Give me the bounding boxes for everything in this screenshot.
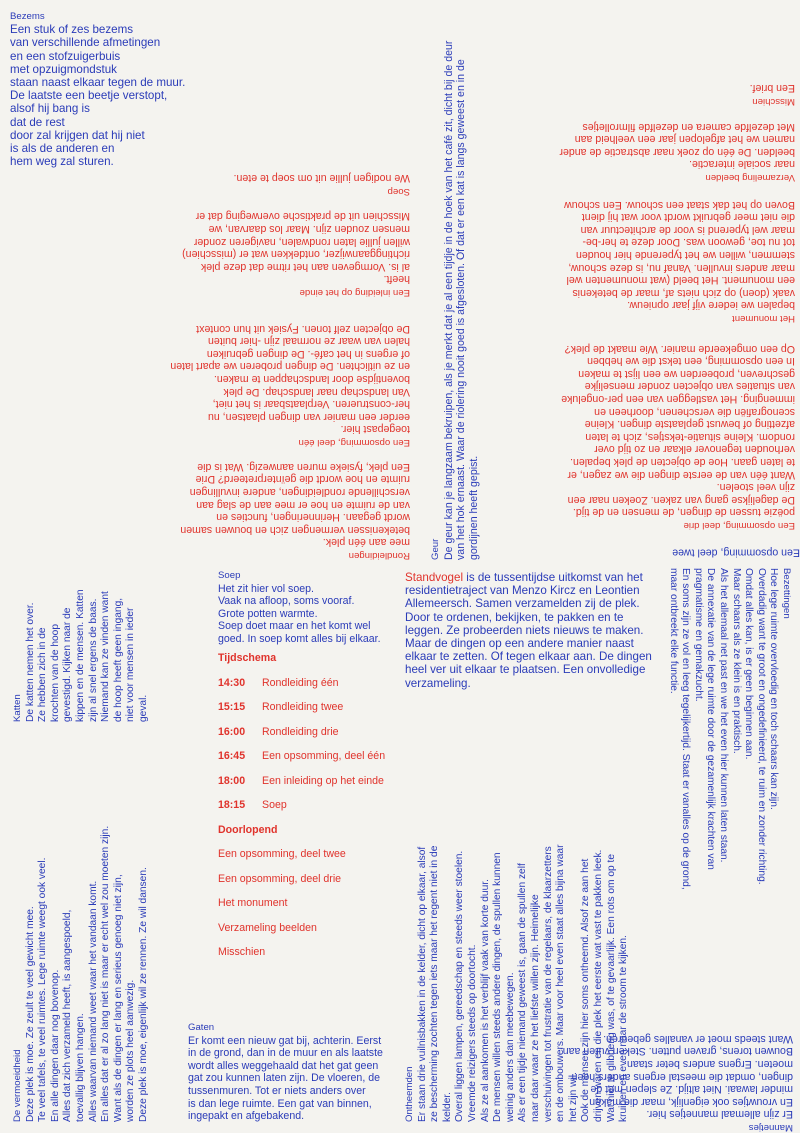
text-line: geval. <box>137 694 149 722</box>
text-line: De geur kan je langzaam bekruipen, als je merkt dat je al een tijdje in de hoek van het café zit, dicht bij de deur <box>442 40 455 560</box>
text-line: pragmatisme en gemakzucht. <box>692 568 704 702</box>
misschien-block <box>695 82 795 107</box>
text-line: De mensen willen steeds andere dingen, de spullen kunnen <box>492 852 504 1122</box>
text-line: Overal liggen lampen, gereedschap en steeds weer stoelen. <box>454 850 466 1122</box>
vermoeidheid-text <box>25 826 151 1122</box>
schedule-time: 18:00 <box>218 774 246 787</box>
verzameling-block <box>555 120 795 183</box>
opsomming-een-text <box>170 322 410 436</box>
text-line: bepalen we iedere vijf jaar opnieuw. <box>627 299 795 312</box>
text-line: te laten gaan. Hoe de objecten de plek bepalen. <box>570 455 795 468</box>
text-line: het zijn wil. <box>567 1072 579 1122</box>
text-line: heel ver uit elkaar te plaatsen. Een onvolledige <box>405 663 646 677</box>
text-line: en ze uitlichten. De dingen proberen we apart laten <box>170 360 410 373</box>
text-line: Vaak na afloop, soms vooraf. <box>218 595 355 608</box>
text-line: Een brief. <box>749 82 795 95</box>
text-line: niet voor mensen in ieder <box>125 607 137 722</box>
bezettingen-text <box>666 568 779 890</box>
schedule-row <box>218 726 398 751</box>
schedule-item: Soep <box>262 799 287 811</box>
ongoing-item: Verzameling beelden <box>218 921 317 934</box>
ongoing-item: Een opsomming, deel twee <box>218 848 346 860</box>
geur-text <box>443 41 481 560</box>
text-line: mee aan één plek. <box>322 536 410 549</box>
schedule-row <box>218 775 398 800</box>
soep-text <box>218 583 381 646</box>
text-line: gat zou kunnen laten zijn. De vloeren, de <box>188 1072 380 1085</box>
text-line: tussenmuren. Tot er niets anders over <box>188 1084 366 1097</box>
text-line: worden ze plots heel aanwezig. <box>125 979 137 1122</box>
soep-block <box>218 570 381 646</box>
text-line: scenografiën die verschenen, doorheen en <box>594 405 795 418</box>
text-line: En vrouwtjes ook eigenlijk, maar die maken <box>589 1095 793 1108</box>
text-line: Te veel tafels, te veel ruimtes. Lege ruimte weegt ook veel. <box>37 857 49 1122</box>
text-line: halen van waar ze normaal zijn -hier buiten <box>208 335 410 348</box>
text-line: van het hok ernaast. Waar de riolering nooit goed is afgesloten. Of dat er een kat is langs geweest en in de <box>455 59 468 560</box>
text-line: dat de rest <box>10 115 65 129</box>
geur-label: Geur <box>430 538 441 560</box>
mannetjes-block <box>545 1032 793 1133</box>
text-line: Er staan drie vuilnisbakken in de kelder, dicht op elkaar, alsof <box>416 846 428 1122</box>
inleiding-label: Een inleiding op het einde <box>299 287 410 299</box>
schedule-rows <box>218 677 398 824</box>
text-line: In een opsomming, een tekst die we hebben <box>587 355 795 368</box>
text-line: maar wel typerend is voor de architectuur van <box>580 223 795 236</box>
standvogel-first-line: is de tussentijdse uitkomst van het <box>463 571 643 584</box>
monument-text <box>555 198 795 311</box>
text-line: tot nu toe, gewoon was. Door deze te her-be- <box>582 236 795 249</box>
katten-label: Katten <box>12 694 23 722</box>
text-line: immenging. Het vastleggen van een per-ongeluke <box>561 392 795 405</box>
text-line: verhouden tegenover elkaar en zo tijd over <box>594 443 795 456</box>
text-line: van situaties van objecten zonder menselijke <box>584 380 795 393</box>
standvogel-title: Standvogel <box>405 571 464 584</box>
ontheemden-label: Ontheemden <box>404 1066 415 1122</box>
text-line: Alles dat zich verzameld heeft, is aangespoeld, <box>62 909 74 1122</box>
text-line: stemmen, willen we het typerende hier houden <box>575 248 795 261</box>
text-line: Ze hebben zich in de <box>37 627 49 722</box>
text-line: En alles dat er al zo lang niet is maar er echt wel zou moeten zijn. <box>100 825 112 1122</box>
schedule-time: 15:15 <box>218 701 246 713</box>
schedule-title: Tijdschema <box>218 652 277 664</box>
ongoing-item: Het monument <box>218 897 288 909</box>
text-line: mensen zouden zijn. Maar los daarvan, we <box>208 223 410 236</box>
text-line: eerder een manier van dingen plaatsen, nu <box>207 410 410 423</box>
text-line: Maar schaars als ze klein is en praktisch. <box>730 568 742 754</box>
text-line: naar daar waar ze het liefste willen zijn. Heimelijke <box>529 894 541 1122</box>
text-line: Hoe lege ruimte overvloedig en toch schaars kan zijn. <box>768 568 780 810</box>
text-line: en de ombouwers. Maar voor heel even staat alles bijna waar <box>555 844 567 1122</box>
verzameling-text <box>555 120 795 170</box>
text-line: Bouwen torens, graven putten. Steken vuren aan. <box>559 1045 793 1058</box>
text-line: De annexatie van de lege ruimte door de gezamenlijk krachten van <box>705 568 717 870</box>
text-line: Als ze al aankomen is het verblijf vaak van korte duur. <box>479 879 491 1122</box>
text-line: Want als de dingen er lang en serieus genoeg niet zijn, <box>112 874 124 1122</box>
text-line: geschreven, probeerden we een lijst te maken <box>578 367 795 380</box>
text-line: drijven waren en die plek het eerste wat vast te pakken leek. <box>592 849 604 1122</box>
text-line: Maar de dingen op een andere manier naast <box>405 637 634 651</box>
text-line: of ergens in het café-. De dingen gebruiken <box>206 347 410 360</box>
schedule-row <box>218 799 398 824</box>
standvogel-block <box>405 571 652 690</box>
schedule-row <box>218 750 398 775</box>
standvogel-text <box>405 584 652 690</box>
text-line: toevallig blijven hangen. <box>74 1013 86 1122</box>
text-line: is als de anderen en <box>10 142 115 156</box>
text-line: kruipen en even naar de stroom te kijken. <box>618 935 630 1122</box>
text-line: Op een omgekeerde manier. Wie maakt de plek? <box>564 342 795 355</box>
text-line: in de grond, dan in de muur en als laatste <box>188 1047 383 1060</box>
inleiding-block <box>182 210 410 299</box>
monument-label: Het monument <box>732 312 795 324</box>
text-line: al is. Vormgeven aan het ritme dat deze plek <box>200 260 410 273</box>
text-line: die niet meer gebruikt wordt voor wat hij dient <box>581 211 795 224</box>
ongoing-item: Een opsomming, deel drie <box>218 872 342 885</box>
text-line: Vreemde reizigers steeds op doortocht. <box>466 944 478 1122</box>
text-line: en een stofzuigerbuis <box>10 49 121 63</box>
text-line: elkaar te zetten. Of tegen elkaar aan. De dingen <box>405 650 652 664</box>
text-line: Een stuk of zes bezems <box>10 23 134 37</box>
text-line: ze bescherming zochten tegen iets maar het regent niet in de <box>429 845 441 1122</box>
text-line: poëzie tussen de dingen, de mensen en de tijd. <box>572 506 795 519</box>
text-line: ruimte en hoe wordt die geïnterpreteerd? Drie <box>195 473 410 486</box>
text-line: ingepakt en afgebakend. <box>188 1110 305 1123</box>
gaten-label: Gaten <box>188 1022 215 1033</box>
text-line: De objecten zelf tonen. Fysiek uit hun context <box>196 322 410 335</box>
text-line: staan naast elkaar tegen de muur. <box>10 76 186 90</box>
text-line: De laatste een beetje verstopt, <box>10 89 168 103</box>
text-line: Boven op het dak staat een schouw. Een schouw <box>564 198 795 211</box>
schedule-item: Een inleiding op het einde <box>262 774 384 787</box>
rondleidingen-text <box>180 460 410 549</box>
text-line: Grote potten warmte. <box>218 607 318 620</box>
text-line: verzameling. <box>405 676 471 690</box>
text-line: met opzuigmondstuk <box>10 62 117 76</box>
text-line: Er komt een nieuw gat bij, achterin. Eerst <box>188 1034 382 1047</box>
bezettingen-block <box>666 568 792 890</box>
katten-block <box>12 589 151 722</box>
text-line: Deze plek is moe, eigenlijk wil ze rennen. Ze wil dansen. <box>137 867 149 1122</box>
text-line: richtinggaanwijzer, ontdekken wat er (misschien) <box>182 248 410 261</box>
text-line: goed. In soep komt alles bij elkaar. <box>218 632 381 645</box>
text-line: Als er een tijdje niemand geweest is, gaan de spullen zelf <box>517 863 529 1122</box>
schedule-item: Een opsomming, deel één <box>262 750 386 762</box>
schedule-item: Rondleiding één <box>262 676 339 689</box>
soep-top-text <box>200 172 410 185</box>
text-line: En soms zijn ze vol en leeg tegelijkertijd. Staat er vanalles op de grond, <box>680 568 692 890</box>
text-line: gevestigd. Kijken naar de <box>62 607 74 722</box>
text-line: vaak (doen) op zich niets af, maar de betekenis <box>572 286 795 299</box>
text-line: Het zit hier vol soep. <box>218 582 314 595</box>
text-line: kippen en de mensen. Katten <box>74 589 86 722</box>
text-line: Wat niet te glibberig was, of te gevaarlijk. Een rots om op te <box>605 853 617 1122</box>
ongoing-title: Doorlopend <box>218 823 278 836</box>
text-line: betekenissen vermengen zich en bouwen samen <box>180 523 410 536</box>
text-line: door zal krijgen dat hij niet <box>10 128 145 142</box>
text-line: afzetting of bewust geplaatste dingen. Kleine <box>584 418 795 431</box>
verzameling-label: Verzameling beelden <box>705 171 795 183</box>
text-line: Allemeersch. Samen verzamelden zij de plek. <box>405 597 640 611</box>
opsomming-een-block <box>170 322 410 448</box>
opsomming-drie-block <box>555 342 795 531</box>
text-line: Ook de mensen zijn hier soms ontheemd. Alsof ze aan het <box>580 858 592 1122</box>
soep-label: Soep <box>218 570 241 581</box>
text-line: verschuivingen tot frustratie van de regelaars, de klaarzetters <box>542 846 554 1122</box>
text-line: Want één van de eerste dingen die we zagen, er <box>567 468 795 481</box>
text-line: Deze plek is moe. Ze zeult te veel gewicht mee. <box>24 906 36 1122</box>
schedule-time: 16:00 <box>218 725 246 738</box>
text-line: En alle dingen daar nog bovenop. <box>49 969 61 1122</box>
schedule-row <box>218 701 398 726</box>
text-line: alsof hij bang is <box>10 102 90 116</box>
opsomming-een-label: Een opsomming, deel één <box>298 436 410 448</box>
ongoing-list <box>218 848 398 971</box>
schedule <box>218 652 398 971</box>
text-line: Door te ordenen, bekijken, te pakken en te <box>405 610 624 624</box>
opsomming-twee-label: Een opsomming, deel twee <box>672 546 800 559</box>
text-line: Een plek, fysieke muren aanwezig. Wat is die <box>197 460 410 473</box>
text-line: Omdat alles kan, is er geen beginnen aan. <box>743 568 755 760</box>
bezems-block <box>10 10 185 168</box>
text-line: toegepast hier. <box>340 423 410 436</box>
text-line: is dan lege ruimte. Een gat van binnen, <box>188 1097 372 1110</box>
katten-text <box>25 589 151 722</box>
text-line: Misschien uit de praktische overweging dat er <box>195 210 410 223</box>
text-line: de hoop heeft geen ingang, <box>112 597 124 722</box>
text-line: weinig anders dan meebewegen. <box>504 972 516 1122</box>
schedule-item: Rondleiding drie <box>262 725 339 738</box>
geur-block <box>430 41 480 560</box>
text-line: leggen. Ze probeerden niets nieuws te maken. <box>405 623 644 637</box>
schedule-time: 18:15 <box>218 799 246 811</box>
schedule-time: 16:45 <box>218 750 246 762</box>
text-line: maar anders invullen. Vanaf nu, is deze schouw, <box>568 261 795 274</box>
text-line: heeft. <box>383 273 410 286</box>
ongoing-item: Misschien <box>218 946 266 958</box>
text-line: een monument. Het beeld (wat monumenten wel <box>566 274 795 287</box>
text-line: verschillende rondleidingen, andere invullingen <box>189 485 410 498</box>
gaten-block <box>188 1022 383 1123</box>
schedule-row <box>218 677 398 702</box>
text-line: Overdadig want te groot en ongedefinieerd, te ruim en zonder richting. <box>755 568 767 885</box>
text-line: rondom. Kleine situatie-tekstjes, zich te laten <box>585 430 795 443</box>
inleiding-text <box>182 210 410 286</box>
opsomming-drie-label: Een opsomming, deel drie <box>683 519 795 531</box>
text-line: Van landschap naar landschap. De plek <box>223 385 410 398</box>
text-line: gordijnen heeft gepist. <box>467 455 480 560</box>
text-line: zijn al snel ergens de baas. <box>87 598 99 722</box>
text-line: minder lawaai. Niet altijd. Ze slepen met de <box>590 1082 793 1095</box>
text-line: boventijdse door landschappen te maken. <box>213 372 410 385</box>
text-line: hem weg zal sturen. <box>10 155 114 169</box>
text-line: Want steeds moet er vanalles gebeuren. <box>603 1032 793 1045</box>
rondleidingen-label: Rondleidingen <box>348 549 410 561</box>
gaten-text <box>188 1035 383 1123</box>
misschien-label: Misschien <box>752 96 795 108</box>
text-line: wordt gegaan. Herinneringen, functies en <box>216 510 410 523</box>
text-line: van de ruimte en hoe er mee aan de slag aan <box>196 498 410 511</box>
text-line: Er zijn allemaal mannetjes hier. <box>646 1108 793 1121</box>
misschien-text <box>695 82 795 95</box>
text-line: De dagelijkse gang van zaken. Zoeken naar een <box>567 493 795 506</box>
vermoeidheid-block <box>12 826 151 1122</box>
text-line: Niemand kan ze vinden want <box>100 591 112 722</box>
rondleidingen-block <box>180 460 410 561</box>
soep-top-label: Soep <box>387 186 410 198</box>
mannetjes-label: Mannetjes <box>748 1121 793 1133</box>
bezems-text <box>10 23 185 168</box>
opsomming-drie-text <box>555 342 795 518</box>
monument-block <box>555 198 795 324</box>
text-line: We nodigen jullie uit om soep te eten. <box>233 172 410 185</box>
text-line: Met dezelfde camera en dezelfde filmrolletjes <box>582 120 795 133</box>
text-line: residentietraject van Menzo Kircz en Leontien <box>405 584 640 598</box>
soep-top-block <box>200 172 410 197</box>
text-line: namen we het afgelopen jaar een veelheid aan <box>574 133 795 146</box>
text-line: zijn veel stoelen. <box>716 481 795 494</box>
text-line: naar sociale interactie. <box>689 158 795 171</box>
bezettingen-label: Bezettingen <box>781 568 792 619</box>
schedule-time: 14:30 <box>218 676 246 689</box>
text-line: van verschillende afmetingen <box>10 36 161 50</box>
bezems-label: Bezems <box>10 11 45 22</box>
text-line: kelder. <box>441 1091 453 1122</box>
text-line: Soep doet maar en het komt wel <box>218 620 371 633</box>
text-line: moeten. Ergens anders beter staan. <box>623 1057 793 1070</box>
text-line: dingen, omdat die meestal ergens anders heen <box>571 1070 793 1083</box>
mannetjes-text <box>545 1032 793 1120</box>
text-line: Als het allemaal net past en we het even hier kunnen laten staan. <box>718 568 730 863</box>
text-line: Alles waarvan niemand weet waar het vandaan komt. <box>87 880 99 1122</box>
schedule-item: Rondleiding twee <box>262 701 344 713</box>
text-line: beelden. De één op zoek naar abstractie de ander <box>559 145 795 158</box>
text-line: her-construeren. Verplaatsbaar is het niet, <box>212 398 410 411</box>
text-line: De katten nemen het over. <box>24 602 36 722</box>
text-line: willen jullie laten rondwalen, navigeren zonder <box>193 235 410 248</box>
vermoeidheid-label: De vermoeidheid <box>12 1049 23 1122</box>
text-line: krochten van de hoop <box>49 624 61 722</box>
text-line: wordt alles weggehaald dat het gat geen <box>188 1059 379 1072</box>
text-line: maar ontbreekt elke functie. <box>667 568 679 694</box>
